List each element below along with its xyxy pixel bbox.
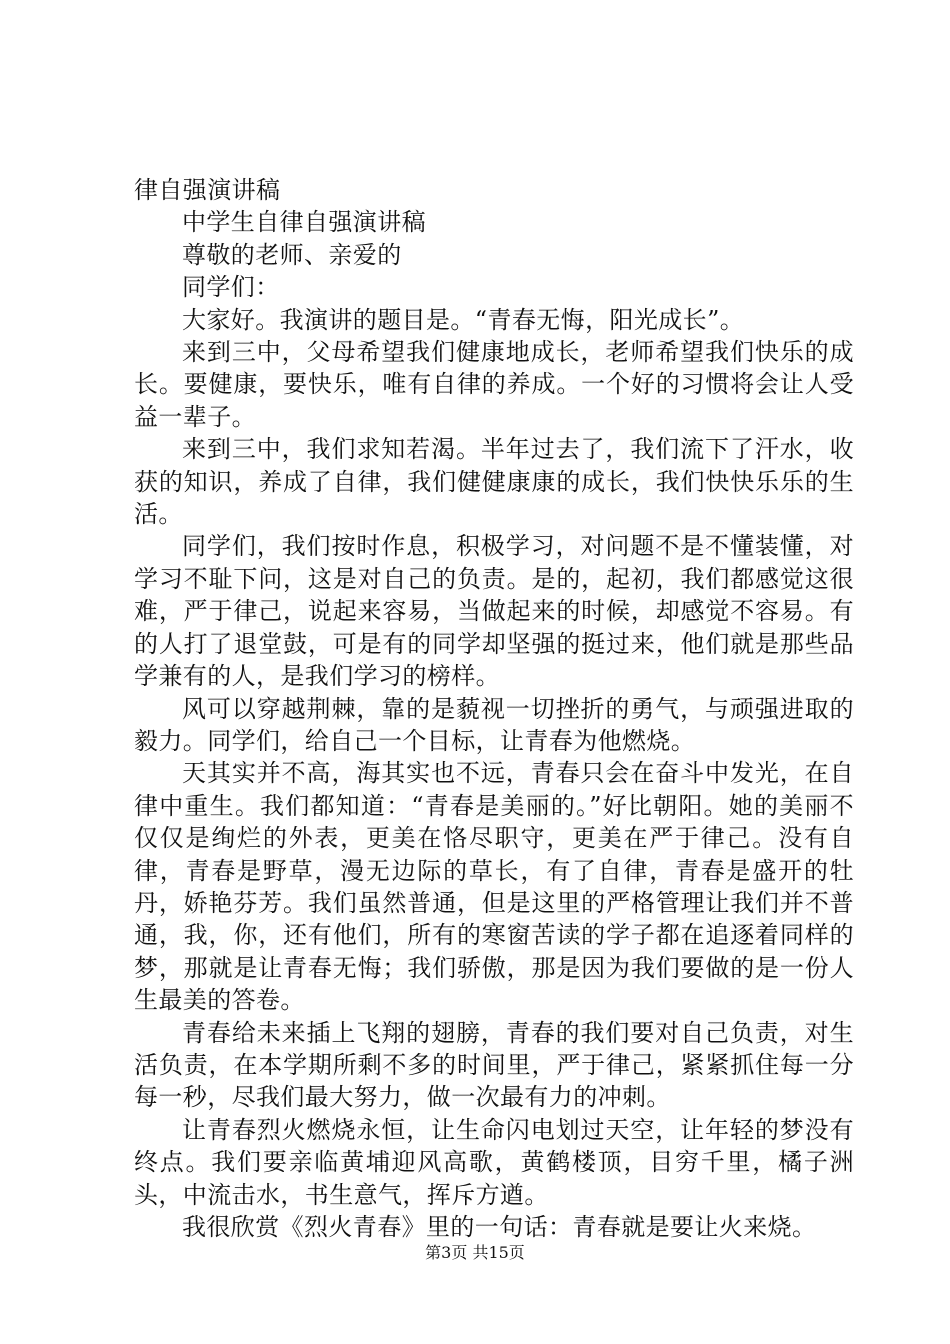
paragraph-body: 来到三中，我们求知若渴。半年过去了，我们流下了汗水，收获的知识，养成了自律，我们健健康康的成长，我们快快乐乐的生活。: [134, 435, 854, 529]
paragraph-body: 让青春烈火燃烧永恒，让生命闪电划过天空，让年轻的梦没有终点。我们要亲临黄埔迎风高歌，黄鹤楼顶，目穷千里，橘子洲头，中流击水，书生意气，挥斥方遒。: [134, 1115, 854, 1209]
paragraph-greeting: 大家好。我演讲的题目是。“青春无悔，阳光成长”。: [182, 305, 745, 334]
document-body: [134, 174, 854, 1243]
paragraph-body: 风可以穿越荆棘，靠的是藐视一切挫折的勇气，与顽强进取的毅力。同学们，给自己一个目标，让青春为他燃烧。: [134, 694, 854, 755]
paragraph-salutation-continued: 同学们：: [182, 273, 280, 302]
page-number-footer: 第3页 共15页: [425, 1243, 525, 1262]
paragraph-title-fragment: 律自强演讲稿: [134, 176, 281, 204]
paragraph-speech-title: 中学生自律自强演讲稿: [182, 208, 426, 237]
paragraph-salutation: 尊敬的老师、亲爱的: [182, 240, 402, 269]
paragraph-body: 我很欣赏《烈火青春》里的一句话：青春就是要让火来烧。: [182, 1213, 817, 1241]
paragraph-body: 来到三中，父母希望我们健康地成长，老师希望我们快乐的成长。要健康，要快乐，唯有自律的养成。一个好的习惯将会让人受益一辈子。: [134, 338, 854, 431]
paragraph-body: 天其实并不高，海其实也不远，青春只会在奋斗中发光，在自律中重生。我们都知道：“青春是美丽的。”好比朝阳。她的美丽不仅仅是绚烂的外表，更美在恪尽职守，更美在严于律己。没有自律，青春是野草，漫无边际的草长，有了自律，青春是盛开的牡丹，娇艳芬芳。我们虽然普通，但是这里的严格管理让我们并不普通，我，你，还有他们，所有的寒窗苦读的学子都在追逐着同样的梦，那就是让青春无悔；我们骄傲，那是因为我们要做的是一份人生最美的答卷。: [134, 759, 854, 1015]
paragraph-body: 青春给未来插上飞翔的翅膀，青春的我们要对自己负责，对生活负责，在本学期所剩不多的时间里，严于律己，紧紧抓住每一分每一秒，尽我们最大努力，做一次最有力的冲刺。: [134, 1018, 854, 1112]
paragraph-body: 同学们，我们按时作息，积极学习，对问题不是不懂装懂，对学习不耻下问，这是对自己的负责。是的，起初，我们都感觉这很难，严于律己，说起来容易，当做起来的时候，却感觉不容易。有的人打了退堂鼓，可是有的同学却坚强的挺过来，他们就是那些品学兼有的人，是我们学习的榜样。: [134, 532, 854, 691]
